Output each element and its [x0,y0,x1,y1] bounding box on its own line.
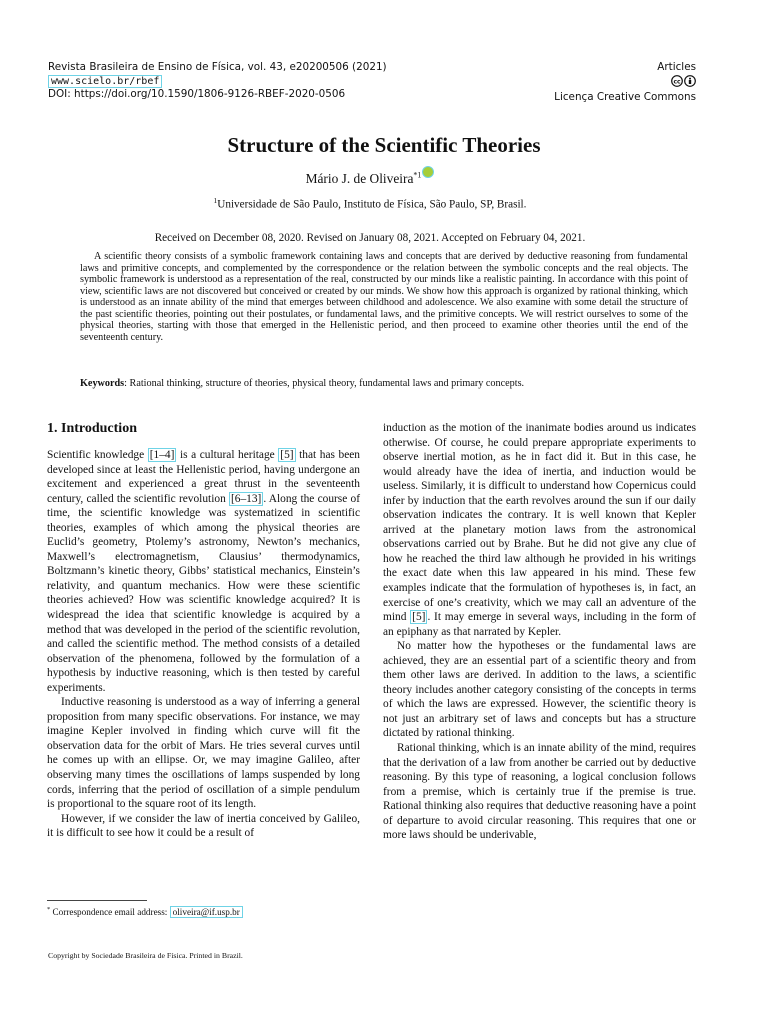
section-label: Articles [657,61,696,73]
citation-link[interactable]: [1–4] [149,449,175,461]
header-left [48,61,387,102]
footnote-rule [47,900,147,901]
footnote-label: Correspondence email address: [50,907,170,918]
affiliation-text: Universidade de São Paulo, Instituto de Física, São Paulo, SP, Brasil. [217,198,527,211]
header-right [554,61,696,105]
right-column [383,421,696,843]
cc-icon [671,75,683,87]
license-icons [671,75,696,87]
orcid-icon[interactable] [422,166,434,178]
paragraph: Inductive reasoning is understood as a way of inferring a general proposition from many specific observations. For instance, we may imagine Kepler involved in finding which curve will fit the observation data for the orbit of Mars. He tries several curves until he comes up with an ellipse. Or, we may imagine Galileo, after observing many times the oscillations of lamps suspended by long cords, inferring that the period of oscillation of a simple pendulum is proportional to the square root of its length. [47,696,360,811]
received-dates: Received on December 08, 2020. Revised on January 08, 2021. Accepted on February 04, 2021. [154,232,586,244]
citation-link[interactable]: [6–13] [230,492,262,505]
keywords [80,378,688,390]
svg-text:cc: cc [673,77,681,85]
doi-text[interactable]: DOI: https://doi.org/10.1590/1806-9126-RBEF-2020-0506 [48,88,346,100]
paragraph: Rational thinking, which is an innate ability of the mind, requires that the derivation of a law from another be carried out by deductive reasoning. By this type of reasoning, a logical conclusion follows from a premise, which is certainly true if the premise is true. Rational thinking also requires that deductive reasoning have a point of departure to avoid circular reasoning. This requires that one or more laws should be underivable, [383,742,696,842]
affiliation [0,194,740,212]
journal-url-link[interactable]: www.scielo.br/rbef [48,75,162,88]
paragraph: Scientific knowledge [1–4] is a cultural heritage [5] that has been developed since at least the Hellenistic period, having undergone an excitement and experienced a great thrust in the seventeenth century, called the scientific revolution [6–13] . Along the course of time, the scientific knowledge was systematized in scientific theories, examples of which among the physical theories are Euclid’s geometry, Ptolemy’s astronomy, Newton’s mechanics, Maxwell’s electromagnetism, Clausius’ thermodynamics, Boltzmann’s kinetic theory, Gibbs’ statistical mechanics, Einstein’s relativity, and quantum mechanics. How were these scientific theories achieved? How was scientific knowledge acquired? It is widespread the idea that scientific knowledge is acquired by a method that was developed in the period of the scientific revolution, and called the scientific method. The method consists of a detailed observation of the phenomena, followed by the formulation of a hypothesis by inductive reasoning, which is then tested by careful experiments. [47,449,361,694]
citation-link[interactable]: [5] [412,611,426,624]
paragraph: However, if we consider the law of inertia conceived by Galileo, it is difficult to see how it could be a result of [47,812,360,840]
article-title: Structure of the Scientific Theories [227,133,541,157]
left-column [47,448,360,841]
abstract: A scientific theory consists of a symbolic framework containing laws and concepts that are derived by deductive reasoning from fundamental laws and primitive concepts, and complemented by the correspondence or the relation between the symbolic concepts and the real objects. The symbolic framework is understood as a representation of the real, constructed by our minds like a realistic painting. In accordance with this point of view, scientific laws are not discovered but conceived or created by our minds. We show how this approach is organized by rational thinking, which is understood as an innate ability of the mind that emerges between childhood and adolescence. We also examine with some detail the structure of the past scientific theories, pointing out their postulates, or fundamental laws, and the primitive concepts. We will restrict ourselves to some of the physical theories, starting with those that emerged in the Hellenistic period, and then proceed to examine other theories until the end of the seventeenth century. [80,251,688,343]
affiliation-mark: 1 [213,196,218,205]
footnote-mark: * [47,906,51,913]
author-marks: *1 [413,170,422,180]
paragraph: induction as the motion of the inanimate bodies around us indicates otherwise. Of course, he could prepare appropriate experiments to observe inertial motion, as he in fact did it. But in this case, he would already have the idea of inertia, and induction would be useless. Similarly, it is difficult to understand how Copernicus could infer by induction that the earth revolves around the sun if our daily observation indicates the contrary. It is well known that Kepler arrived at the planetary motion laws from the astronomical observations carried out by Brahe. But he did not give any clue of how he reached the third law although he provided in his writings the exact date when this law appeared in his mind. These few examples indicate that the formulation of hypotheses is, in fact, an exercise of one’s creativity, which we may call an adventure of the mind [5] . It may emerge in several ways, including in the form of an epiphany as that narrated by Kepler. [383,422,697,638]
journal-citation: Revista Brasileira de Ensino de Física, vol. 43, e20200506 (2021) [48,61,387,73]
paragraph: No matter how the hypotheses or the fundamental laws are achieved, they are an essential part of a scientific theory and from them other laws are derived. In addition to the laws, a scientific theory includes another category consisting of the concepts in terms of which the laws are expressed. However, the scientific theory is not just an arbitrary set of laws and concepts but has a structure dictated by rational thinking. [383,640,696,740]
section-heading: 1. Introduction [47,421,137,436]
keywords-label: Keywords [80,378,125,389]
author-name: Mário J. de Oliveira [305,171,414,186]
author-line [0,166,740,187]
by-icon [684,75,696,87]
email-link[interactable]: oliveira@if.usp.br [170,906,243,918]
citation-link[interactable]: [5] [280,449,294,461]
page-header [48,61,696,105]
license-link[interactable]: Licença Creative Commons [554,91,696,103]
keywords-text: : Rational thinking, structure of theories, physical theory, fundamental laws and primary concepts. [124,378,525,389]
footnote [47,903,243,919]
copyright-notice: Copyright by Sociedade Brasileira de Física. Printed in Brazil. [48,951,243,960]
